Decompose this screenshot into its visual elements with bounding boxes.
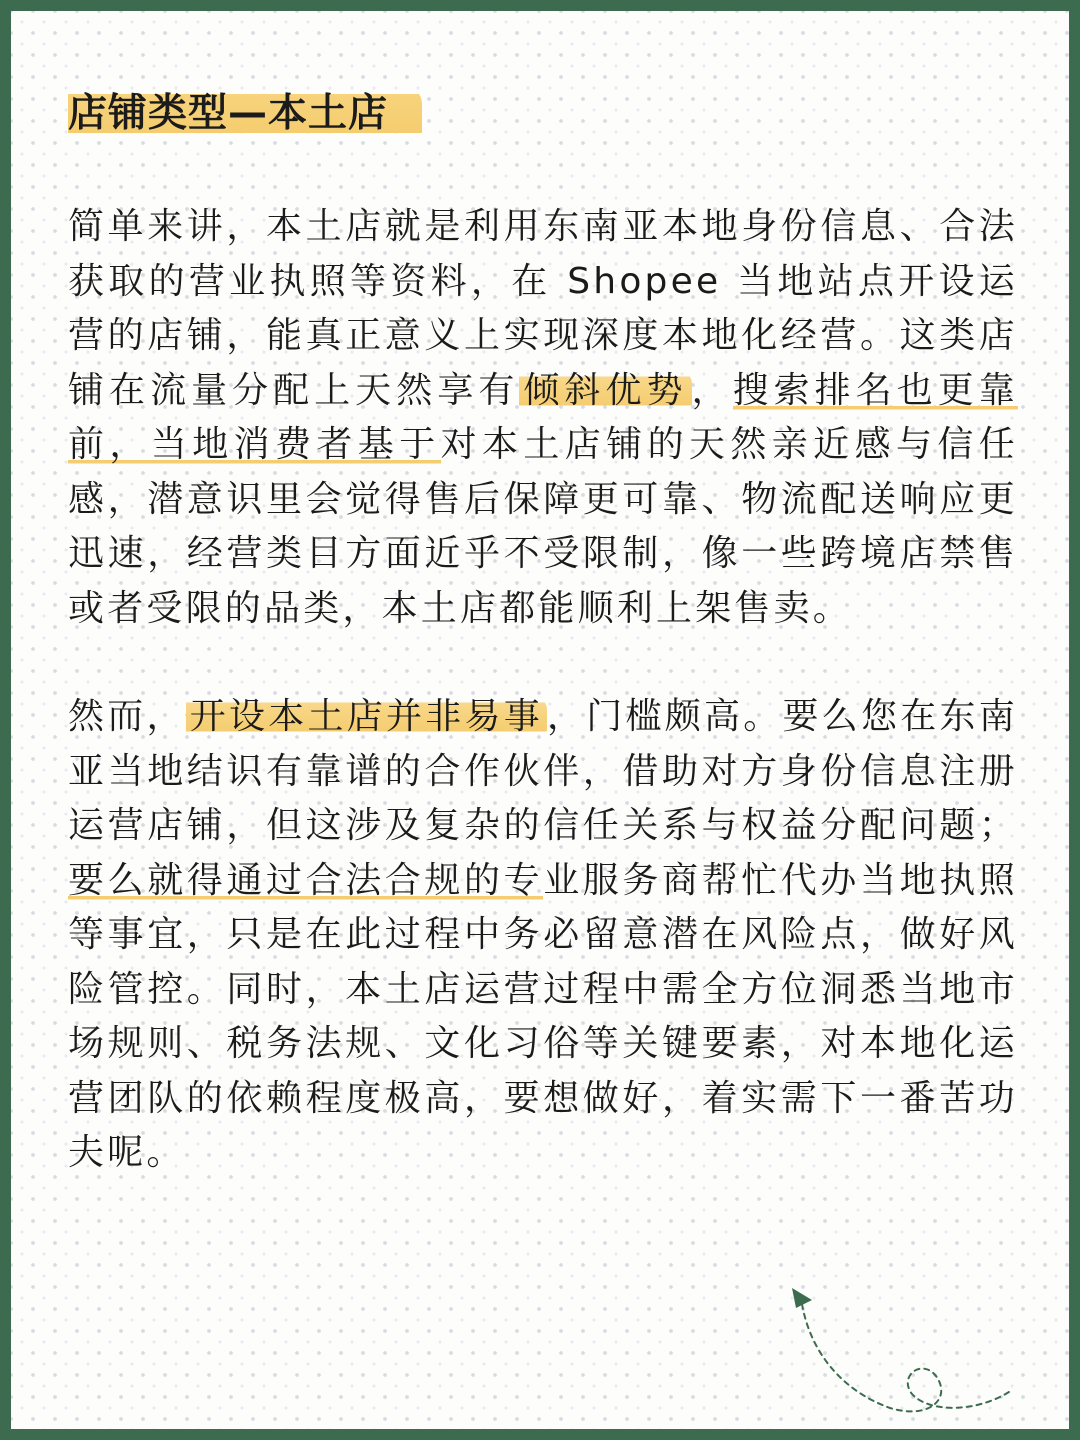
underline-search-ranking: 搜索排名也更靠前，当地消费者基于: [68, 369, 1019, 465]
highlight-not-easy: 开设本土店并非易事: [186, 696, 547, 737]
paragraph-intro-text-3: 对本土店铺的天然亲近感与信任感，潜意识里会觉得售后保障更可靠、物流配送响应更迅速，经营类目方面近乎不受限制，像一些跨境店禁售或者受限的品类，本土店都能顺利上架售卖。: [68, 424, 1018, 629]
paragraph-intro-text-1: 简单来讲，本土店就是利用东南亚本地身份信息、合法获取的营业执照等资料，在 Shopee 当地站点开设运营的店铺，能真正意义上实现深度本地化经营。这类店铺在流量分配上天然享有: [68, 206, 1018, 411]
dashed-arrow-doodle-icon: [780, 1280, 1020, 1430]
paragraph-difficulty-text-2: ，门槛颇高。要么您在东南亚当地结识有靠谱的合作伙伴，借助对方身份信息注册运营店铺，但这涉及复杂的信任关系与权益分配问题；: [68, 696, 1018, 846]
paragraph-difficulty: [68, 690, 1018, 1181]
paragraph-difficulty-text-3: 业服务商帮忙代办当地执照等事宜，只是在此过程中务必留意潜在风险点，做好风险管控。同时，本土店运营过程中需全方位洞悉当地市场规则、税务法规、文化习俗等关键要素，对本地化运营团队的依赖程度极高，要想做好，着实需下一番苦功夫呢。: [68, 859, 1018, 1173]
highlight-tilt-advantage: 倾斜优势: [519, 370, 691, 411]
paragraph-intro-text-2: ，: [691, 369, 733, 411]
paragraph-intro: [68, 200, 1018, 636]
paragraph-difficulty-text-1: 然而，: [68, 696, 186, 737]
article: [68, 86, 1018, 1181]
underline-service-provider: 要么就得通过合法合规的专: [68, 859, 544, 901]
section-title: 店铺类型—本土店: [68, 86, 422, 142]
